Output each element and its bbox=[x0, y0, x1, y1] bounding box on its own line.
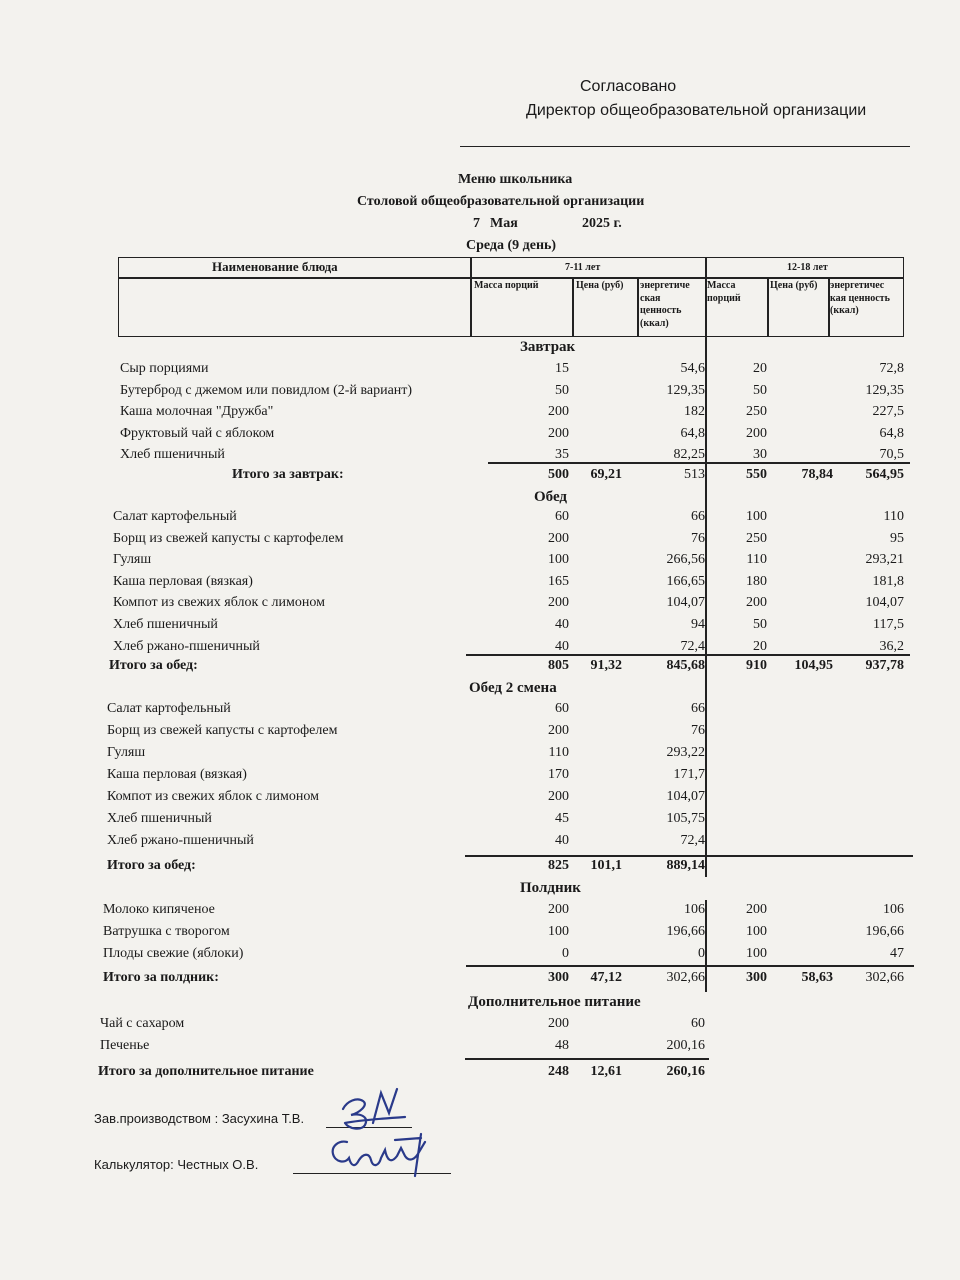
mass-7-11: 200 bbox=[548, 531, 569, 546]
dish-name: Чай с сахаром bbox=[100, 1016, 185, 1031]
mass-7-11: 200 bbox=[548, 723, 569, 738]
total-mass-12-18: 550 bbox=[746, 467, 767, 482]
section-title-lunch: Обед bbox=[534, 489, 568, 505]
mass-7-11: 165 bbox=[548, 574, 569, 589]
dish-name: Ватрушка с творогом bbox=[103, 924, 230, 939]
dish-name: Каша перловая (вязкая) bbox=[113, 574, 253, 589]
production-manager: Зав.производством : Засухина Т.В. bbox=[94, 1111, 305, 1126]
mass-12-18: 200 bbox=[746, 426, 767, 441]
mass-12-18: 100 bbox=[746, 509, 767, 524]
mass-7-11: 48 bbox=[555, 1038, 569, 1053]
energy-7-11: 105,75 bbox=[666, 811, 705, 826]
energy-7-11: 106 bbox=[684, 902, 705, 917]
energy-7-11: 94 bbox=[691, 617, 705, 632]
dish-name: Компот из свежих яблок с лимоном bbox=[113, 595, 325, 610]
total-price-12-18: 58,63 bbox=[801, 970, 833, 985]
total-label: Итого за завтрак: bbox=[232, 467, 344, 482]
total-label: Итого за дополнительное питание bbox=[98, 1064, 314, 1079]
dish-name: Фруктовый чай с яблоком bbox=[120, 426, 275, 441]
energy-12-18: 72,8 bbox=[879, 361, 904, 376]
calculator: Калькулятор: Честных О.В. bbox=[94, 1157, 259, 1172]
total-price-12-18: 78,84 bbox=[801, 467, 833, 482]
mass-7-11: 100 bbox=[548, 924, 569, 939]
total-energy-7-11: 260,16 bbox=[666, 1064, 705, 1079]
dish-name: Хлеб ржано-пшеничный bbox=[107, 833, 254, 848]
calculator-signature-icon bbox=[325, 1130, 445, 1180]
column-header-energy: энергетиче ская ценность (ккал) bbox=[640, 280, 690, 329]
date-year: 2025 г. bbox=[582, 216, 622, 231]
energy-12-18: 196,66 bbox=[865, 924, 904, 939]
energy-12-18: 95 bbox=[890, 531, 904, 546]
energy-7-11: 293,22 bbox=[666, 745, 705, 760]
energy-12-18: 117,5 bbox=[873, 617, 904, 632]
total-price-7-11: 101,1 bbox=[590, 858, 622, 873]
energy-7-11: 60 bbox=[691, 1016, 705, 1031]
dish-name: Хлеб пшеничный bbox=[107, 811, 212, 826]
energy-7-11: 76 bbox=[691, 531, 705, 546]
mass-7-11: 15 bbox=[555, 361, 569, 376]
mass-7-11: 40 bbox=[555, 639, 569, 654]
energy-7-11: 76 bbox=[691, 723, 705, 738]
mass-12-18: 50 bbox=[753, 383, 767, 398]
energy-7-11: 64,8 bbox=[680, 426, 705, 441]
mass-7-11: 170 bbox=[548, 767, 569, 782]
total-price-7-11: 91,32 bbox=[590, 658, 622, 673]
column-header-energy-2: энергетичес кая ценность (ккал) bbox=[830, 280, 890, 316]
mass-12-18: 200 bbox=[746, 595, 767, 610]
column-header-price-2: Цена (руб) bbox=[770, 280, 818, 291]
dish-name: Каша перловая (вязкая) bbox=[107, 767, 247, 782]
mass-12-18: 180 bbox=[746, 574, 767, 589]
energy-7-11: 66 bbox=[691, 509, 705, 524]
dish-name: Сыр порциями bbox=[120, 361, 209, 376]
mass-12-18: 200 bbox=[746, 902, 767, 917]
mass-7-11: 100 bbox=[548, 552, 569, 567]
mass-7-11: 0 bbox=[562, 946, 569, 961]
organization-title: Столовой общеобразовательной организации bbox=[357, 194, 645, 209]
energy-7-11: 266,56 bbox=[666, 552, 705, 567]
mass-7-11: 60 bbox=[555, 509, 569, 524]
energy-12-18: 36,2 bbox=[879, 639, 904, 654]
total-energy-7-11: 845,68 bbox=[666, 658, 705, 673]
dish-name: Гуляш bbox=[113, 552, 152, 567]
energy-12-18: 129,35 bbox=[865, 383, 904, 398]
dish-name: Молоко кипяченое bbox=[103, 902, 215, 917]
energy-7-11: 72,4 bbox=[680, 639, 705, 654]
mass-12-18: 30 bbox=[753, 447, 767, 462]
column-header-name: Наименование блюда bbox=[212, 259, 338, 274]
dish-name: Борщ из свежей капусты с картофелем bbox=[113, 531, 344, 546]
total-energy-7-11: 513 bbox=[684, 467, 705, 482]
snack-total-rule bbox=[466, 965, 914, 967]
energy-12-18: 110 bbox=[883, 509, 904, 524]
dish-name: Каша молочная "Дружба" bbox=[120, 404, 274, 419]
lunch2-total-rule bbox=[465, 855, 913, 857]
mass-12-18: 250 bbox=[746, 404, 767, 419]
energy-7-11: 82,25 bbox=[673, 447, 705, 462]
dish-name: Салат картофельный bbox=[107, 701, 231, 716]
dish-name: Бутерброд с джемом или повидлом (2-й вариант) bbox=[120, 383, 413, 398]
mass-7-11: 200 bbox=[548, 595, 569, 610]
extra-total-rule bbox=[465, 1058, 709, 1060]
total-mass-7-11: 300 bbox=[548, 970, 569, 985]
energy-12-18: 293,21 bbox=[865, 552, 904, 567]
section-title-snack: Полдник bbox=[520, 880, 581, 896]
energy-7-11: 129,35 bbox=[666, 383, 705, 398]
mass-7-11: 40 bbox=[555, 617, 569, 632]
energy-7-11: 166,65 bbox=[666, 574, 705, 589]
dish-name: Компот из свежих яблок с лимоном bbox=[107, 789, 319, 804]
total-energy-12-18: 564,95 bbox=[865, 467, 904, 482]
energy-12-18: 106 bbox=[883, 902, 904, 917]
dish-name: Плоды свежие (яблоки) bbox=[103, 946, 244, 961]
mass-7-11: 50 bbox=[555, 383, 569, 398]
total-label: Итого за обед: bbox=[109, 658, 198, 673]
dish-name: Хлеб пшеничный bbox=[120, 447, 225, 462]
column-header-group-12-18: 12-18 лет bbox=[787, 262, 828, 273]
date-month: Мая bbox=[490, 216, 518, 231]
mass-7-11: 110 bbox=[548, 745, 569, 760]
weekday: Среда (9 день) bbox=[466, 238, 557, 253]
total-mass-12-18: 300 bbox=[746, 970, 767, 985]
column-header-mass-2: Масса порций bbox=[707, 280, 741, 304]
age-group-divider bbox=[705, 337, 707, 877]
energy-12-18: 227,5 bbox=[872, 404, 904, 419]
mass-12-18: 250 bbox=[746, 531, 767, 546]
mass-7-11: 200 bbox=[548, 404, 569, 419]
energy-12-18: 181,8 bbox=[872, 574, 904, 589]
energy-7-11: 104,07 bbox=[666, 789, 705, 804]
breakfast-total-rule bbox=[488, 462, 910, 464]
energy-7-11: 104,07 bbox=[666, 595, 705, 610]
total-mass-7-11: 805 bbox=[548, 658, 569, 673]
column-header-price: Цена (руб) bbox=[576, 280, 624, 291]
mass-7-11: 200 bbox=[548, 1016, 569, 1031]
dish-name: Салат картофельный bbox=[113, 509, 237, 524]
total-mass-12-18: 910 bbox=[746, 658, 767, 673]
column-header-group-7-11: 7-11 лет bbox=[565, 262, 601, 273]
approval-agreed: Согласовано bbox=[580, 78, 677, 95]
mass-12-18: 100 bbox=[746, 946, 767, 961]
total-energy-12-18: 937,78 bbox=[865, 658, 904, 673]
section-title-breakfast: Завтрак bbox=[520, 339, 576, 355]
dish-name: Борщ из свежей капусты с картофелем bbox=[107, 723, 338, 738]
lunch-total-rule bbox=[466, 654, 910, 656]
mass-7-11: 60 bbox=[555, 701, 569, 716]
mass-7-11: 45 bbox=[555, 811, 569, 826]
total-price-12-18: 104,95 bbox=[794, 658, 833, 673]
production-signature-icon bbox=[335, 1083, 415, 1133]
energy-7-11: 171,7 bbox=[673, 767, 705, 782]
mass-12-18: 100 bbox=[746, 924, 767, 939]
energy-7-11: 54,6 bbox=[680, 361, 705, 376]
mass-12-18: 50 bbox=[753, 617, 767, 632]
mass-7-11: 200 bbox=[548, 789, 569, 804]
total-mass-7-11: 825 bbox=[548, 858, 569, 873]
mass-12-18: 20 bbox=[753, 639, 767, 654]
age-group-divider-snack bbox=[705, 900, 707, 992]
mass-12-18: 20 bbox=[753, 361, 767, 376]
dish-name: Гуляш bbox=[107, 745, 146, 760]
dish-name: Хлеб пшеничный bbox=[113, 617, 218, 632]
energy-12-18: 47 bbox=[890, 946, 904, 961]
total-energy-7-11: 302,66 bbox=[666, 970, 705, 985]
energy-7-11: 0 bbox=[698, 946, 705, 961]
energy-7-11: 196,66 bbox=[666, 924, 705, 939]
total-energy-12-18: 302,66 bbox=[865, 970, 904, 985]
total-mass-7-11: 500 bbox=[548, 467, 569, 482]
dish-name: Хлеб ржано-пшеничный bbox=[113, 639, 260, 654]
mass-7-11: 200 bbox=[548, 426, 569, 441]
total-price-7-11: 12,61 bbox=[590, 1064, 622, 1079]
total-mass-7-11: 248 bbox=[548, 1064, 569, 1079]
column-header-mass: Масса порций bbox=[474, 280, 539, 291]
total-price-7-11: 47,12 bbox=[590, 970, 622, 985]
total-label: Итого за полдник: bbox=[103, 970, 219, 985]
energy-12-18: 70,5 bbox=[879, 447, 904, 462]
dish-name: Печенье bbox=[100, 1038, 150, 1053]
energy-12-18: 64,8 bbox=[879, 426, 904, 441]
section-title-lunch-2: Обед 2 смена bbox=[469, 680, 557, 696]
total-label: Итого за обед: bbox=[107, 858, 196, 873]
menu-title: Меню школьника bbox=[458, 172, 573, 187]
energy-7-11: 200,16 bbox=[666, 1038, 705, 1053]
mass-7-11: 200 bbox=[548, 902, 569, 917]
total-price-7-11: 69,21 bbox=[590, 467, 622, 482]
mass-12-18: 110 bbox=[746, 552, 767, 567]
section-title-extra: Дополнительное питание bbox=[468, 994, 641, 1010]
energy-7-11: 72,4 bbox=[680, 833, 705, 848]
energy-12-18: 104,07 bbox=[865, 595, 904, 610]
mass-7-11: 40 bbox=[555, 833, 569, 848]
mass-7-11: 35 bbox=[555, 447, 569, 462]
approval-director: Директор общеобразовательной организации bbox=[526, 102, 867, 119]
date-day: 7 bbox=[473, 216, 480, 231]
energy-7-11: 66 bbox=[691, 701, 705, 716]
total-energy-7-11: 889,14 bbox=[666, 858, 705, 873]
approval-signature-line bbox=[460, 146, 910, 147]
energy-7-11: 182 bbox=[684, 404, 705, 419]
